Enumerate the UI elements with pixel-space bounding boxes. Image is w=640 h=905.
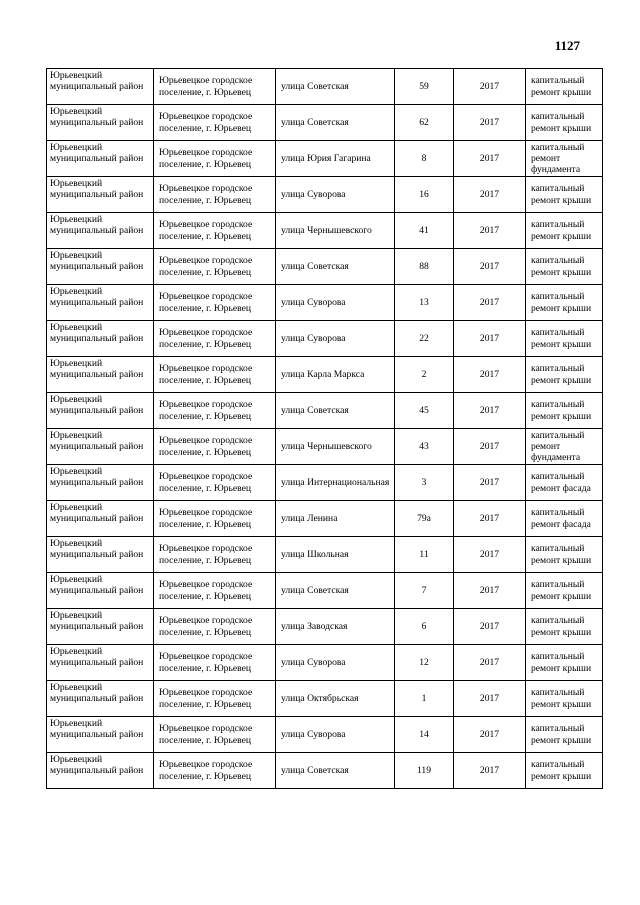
settlement-cell: Юрьевецкое городское поселение, г. Юрьевец bbox=[154, 717, 276, 753]
district-cell: Юрьевецкий муниципальный район bbox=[47, 321, 154, 357]
district-cell: Юрьевецкий муниципальный район bbox=[47, 537, 154, 573]
settlement-cell: Юрьевецкое городское поселение, г. Юрьевец bbox=[154, 141, 276, 177]
settlement-cell: Юрьевецкое городское поселение, г. Юрьевец bbox=[154, 573, 276, 609]
table-row bbox=[47, 609, 603, 645]
work-type-cell: капитальный ремонт крыши bbox=[526, 285, 603, 321]
settlement-cell: Юрьевецкое городское поселение, г. Юрьевец bbox=[154, 177, 276, 213]
settlement-cell: Юрьевецкое городское поселение, г. Юрьевец bbox=[154, 537, 276, 573]
house-number-cell: 3 bbox=[395, 465, 454, 501]
house-number-cell: 6 bbox=[395, 609, 454, 645]
year-cell: 2017 bbox=[454, 357, 526, 393]
district-cell: Юрьевецкий муниципальный район bbox=[47, 429, 154, 465]
district-cell: Юрьевецкий муниципальный район bbox=[47, 357, 154, 393]
house-number-cell: 41 bbox=[395, 213, 454, 249]
work-type-cell: капитальный ремонт крыши bbox=[526, 357, 603, 393]
year-cell: 2017 bbox=[454, 681, 526, 717]
work-type-cell: капитальный ремонт крыши bbox=[526, 681, 603, 717]
work-type-cell: капитальный ремонт крыши bbox=[526, 393, 603, 429]
district-cell: Юрьевецкий муниципальный район bbox=[47, 69, 154, 105]
street-cell: улица Чернышевского bbox=[276, 429, 395, 465]
page-number: 1127 bbox=[554, 38, 580, 53]
settlement-cell: Юрьевецкое городское поселение, г. Юрьевец bbox=[154, 213, 276, 249]
street-cell: улица Суворова bbox=[276, 717, 395, 753]
work-type-cell: капитальный ремонт фасада bbox=[526, 501, 603, 537]
table-row bbox=[47, 537, 603, 573]
settlement-cell: Юрьевецкое городское поселение, г. Юрьевец bbox=[154, 249, 276, 285]
work-type-cell: капитальный ремонт крыши bbox=[526, 177, 603, 213]
house-number-cell: 79а bbox=[395, 501, 454, 537]
settlement-cell: Юрьевецкое городское поселение, г. Юрьевец bbox=[154, 429, 276, 465]
table-row bbox=[47, 393, 603, 429]
year-cell: 2017 bbox=[454, 141, 526, 177]
year-cell: 2017 bbox=[454, 393, 526, 429]
house-number-cell: 16 bbox=[395, 177, 454, 213]
year-cell: 2017 bbox=[454, 573, 526, 609]
table-row bbox=[47, 645, 603, 681]
street-cell: улица Суворова bbox=[276, 285, 395, 321]
house-number-cell: 59 bbox=[395, 69, 454, 105]
district-cell: Юрьевецкий муниципальный район bbox=[47, 249, 154, 285]
work-type-cell: капитальный ремонт крыши bbox=[526, 645, 603, 681]
settlement-cell: Юрьевецкое городское поселение, г. Юрьевец bbox=[154, 501, 276, 537]
year-cell: 2017 bbox=[454, 249, 526, 285]
year-cell: 2017 bbox=[454, 537, 526, 573]
table-row bbox=[47, 753, 603, 789]
year-cell: 2017 bbox=[454, 69, 526, 105]
settlement-cell: Юрьевецкое городское поселение, г. Юрьевец bbox=[154, 645, 276, 681]
district-cell: Юрьевецкий муниципальный район bbox=[47, 285, 154, 321]
settlement-cell: Юрьевецкое городское поселение, г. Юрьевец bbox=[154, 753, 276, 789]
district-cell: Юрьевецкий муниципальный район bbox=[47, 501, 154, 537]
street-cell: улица Советская bbox=[276, 753, 395, 789]
year-cell: 2017 bbox=[454, 177, 526, 213]
work-type-cell: капитальный ремонт крыши bbox=[526, 573, 603, 609]
settlement-cell: Юрьевецкое городское поселение, г. Юрьевец bbox=[154, 393, 276, 429]
house-number-cell: 45 bbox=[395, 393, 454, 429]
house-number-cell: 14 bbox=[395, 717, 454, 753]
house-number-cell: 8 bbox=[395, 141, 454, 177]
table-row bbox=[47, 501, 603, 537]
table-row bbox=[47, 465, 603, 501]
settlement-cell: Юрьевецкое городское поселение, г. Юрьевец bbox=[154, 357, 276, 393]
district-cell: Юрьевецкий муниципальный район bbox=[47, 213, 154, 249]
table-row bbox=[47, 573, 603, 609]
work-type-cell: капитальный ремонт крыши bbox=[526, 753, 603, 789]
work-type-cell: капитальный ремонт крыши bbox=[526, 537, 603, 573]
year-cell: 2017 bbox=[454, 321, 526, 357]
table-row bbox=[47, 105, 603, 141]
year-cell: 2017 bbox=[454, 645, 526, 681]
table-row bbox=[47, 717, 603, 753]
work-type-cell: капитальный ремонт фундамента bbox=[526, 141, 603, 177]
work-type-cell: капитальный ремонт крыши bbox=[526, 321, 603, 357]
street-cell: улица Юрия Гагарина bbox=[276, 141, 395, 177]
district-cell: Юрьевецкий муниципальный район bbox=[47, 177, 154, 213]
street-cell: улица Советская bbox=[276, 573, 395, 609]
house-number-cell: 22 bbox=[395, 321, 454, 357]
street-cell: улица Ленина bbox=[276, 501, 395, 537]
house-number-cell: 119 bbox=[395, 753, 454, 789]
work-type-cell: капитальный ремонт фундамента bbox=[526, 429, 603, 465]
table-row bbox=[47, 249, 603, 285]
house-number-cell: 11 bbox=[395, 537, 454, 573]
house-number-cell: 1 bbox=[395, 681, 454, 717]
street-cell: улица Советская bbox=[276, 249, 395, 285]
district-cell: Юрьевецкий муниципальный район bbox=[47, 141, 154, 177]
street-cell: улица Советская bbox=[276, 69, 395, 105]
district-cell: Юрьевецкий муниципальный район bbox=[47, 105, 154, 141]
house-number-cell: 62 bbox=[395, 105, 454, 141]
district-cell: Юрьевецкий муниципальный район bbox=[47, 753, 154, 789]
table-row bbox=[47, 69, 603, 105]
work-type-cell: капитальный ремонт крыши bbox=[526, 69, 603, 105]
year-cell: 2017 bbox=[454, 753, 526, 789]
year-cell: 2017 bbox=[454, 609, 526, 645]
settlement-cell: Юрьевецкое городское поселение, г. Юрьевец bbox=[154, 285, 276, 321]
work-type-cell: капитальный ремонт крыши bbox=[526, 213, 603, 249]
work-type-cell: капитальный ремонт крыши bbox=[526, 717, 603, 753]
year-cell: 2017 bbox=[454, 285, 526, 321]
records-table-body bbox=[47, 69, 603, 789]
year-cell: 2017 bbox=[454, 105, 526, 141]
settlement-cell: Юрьевецкое городское поселение, г. Юрьевец bbox=[154, 321, 276, 357]
work-type-cell: капитальный ремонт крыши bbox=[526, 105, 603, 141]
settlement-cell: Юрьевецкое городское поселение, г. Юрьевец bbox=[154, 105, 276, 141]
year-cell: 2017 bbox=[454, 213, 526, 249]
street-cell: улица Суворова bbox=[276, 645, 395, 681]
table-row bbox=[47, 177, 603, 213]
street-cell: улица Октябрьская bbox=[276, 681, 395, 717]
house-number-cell: 7 bbox=[395, 573, 454, 609]
year-cell: 2017 bbox=[454, 465, 526, 501]
table-row bbox=[47, 681, 603, 717]
house-number-cell: 43 bbox=[395, 429, 454, 465]
street-cell: улица Суворова bbox=[276, 177, 395, 213]
street-cell: улица Школьная bbox=[276, 537, 395, 573]
house-number-cell: 2 bbox=[395, 357, 454, 393]
district-cell: Юрьевецкий муниципальный район bbox=[47, 393, 154, 429]
settlement-cell: Юрьевецкое городское поселение, г. Юрьевец bbox=[154, 609, 276, 645]
settlement-cell: Юрьевецкое городское поселение, г. Юрьевец bbox=[154, 681, 276, 717]
table-row bbox=[47, 285, 603, 321]
work-type-cell: капитальный ремонт фасада bbox=[526, 465, 603, 501]
street-cell: улица Советская bbox=[276, 393, 395, 429]
street-cell: улица Заводская bbox=[276, 609, 395, 645]
year-cell: 2017 bbox=[454, 501, 526, 537]
table-row bbox=[47, 141, 603, 177]
year-cell: 2017 bbox=[454, 429, 526, 465]
work-type-cell: капитальный ремонт крыши bbox=[526, 249, 603, 285]
year-cell: 2017 bbox=[454, 717, 526, 753]
district-cell: Юрьевецкий муниципальный район bbox=[47, 717, 154, 753]
table-row bbox=[47, 321, 603, 357]
district-cell: Юрьевецкий муниципальный район bbox=[47, 609, 154, 645]
district-cell: Юрьевецкий муниципальный район bbox=[47, 573, 154, 609]
house-number-cell: 88 bbox=[395, 249, 454, 285]
district-cell: Юрьевецкий муниципальный район bbox=[47, 465, 154, 501]
settlement-cell: Юрьевецкое городское поселение, г. Юрьевец bbox=[154, 465, 276, 501]
records-table bbox=[46, 68, 603, 789]
settlement-cell: Юрьевецкое городское поселение, г. Юрьевец bbox=[154, 69, 276, 105]
district-cell: Юрьевецкий муниципальный район bbox=[47, 681, 154, 717]
table-row bbox=[47, 429, 603, 465]
house-number-cell: 13 bbox=[395, 285, 454, 321]
table-row bbox=[47, 213, 603, 249]
street-cell: улица Интернациональная bbox=[276, 465, 395, 501]
street-cell: улица Карла Маркса bbox=[276, 357, 395, 393]
house-number-cell: 12 bbox=[395, 645, 454, 681]
table-row bbox=[47, 357, 603, 393]
district-cell: Юрьевецкий муниципальный район bbox=[47, 645, 154, 681]
street-cell: улица Чернышевского bbox=[276, 213, 395, 249]
street-cell: улица Советская bbox=[276, 105, 395, 141]
work-type-cell: капитальный ремонт крыши bbox=[526, 609, 603, 645]
street-cell: улица Суворова bbox=[276, 321, 395, 357]
